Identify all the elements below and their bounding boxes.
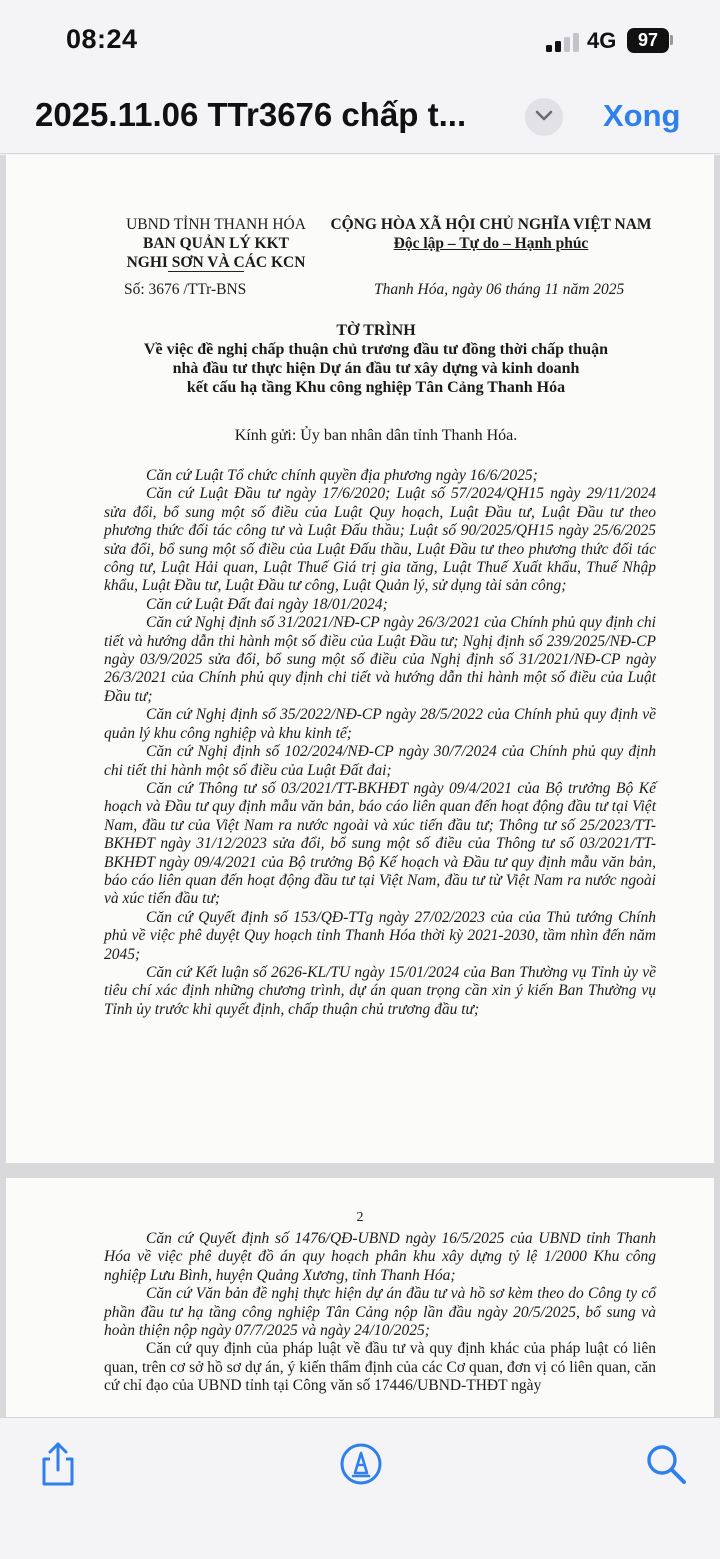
subject-line-1: Về việc đề nghị chấp thuận chủ trương đầu tư đồng thời chấp thuận [143,341,609,358]
subject-line-2: nhà đầu tư thực hiện Dự án đầu tư xây dựng và kinh doanh [172,360,580,377]
org-line-1: UBND TỈNH THANH HÓA [126,216,306,233]
cellular-signal-icon [546,30,580,52]
paragraph: Căn cứ Luật Tổ chức chính quyền địa phương ngày 16/6/2025; [146,467,538,484]
subject-line-3: kết cấu hạ tầng Khu công nghiệp Tân Cảng Thanh Hóa [186,379,566,396]
document-page-1 [6,155,714,1163]
markup-icon [337,1440,385,1488]
paragraph: Căn cứ Kết luận số 2626-KL/TU ngày 15/01/2024 của Ban Thường vụ Tỉnh ủy về tiêu chí xác định những chương trình, dự án quan trọng cần xin ý kiến Ban Thường vụ Tỉnh ủy trước khi quyết định, chấp thuận chủ trương đầu tư; [104,963,656,1018]
status-time: 08:24 [66,24,138,54]
org-underline [168,271,244,272]
search-icon [642,1440,690,1488]
legal-bases [104,467,656,1019]
paragraph: Căn cứ Nghị định số 102/2024/NĐ-CP ngày 30/7/2024 của Chính phủ quy định chi tiết thi hành một số điều của Luật Đất đai; [104,743,656,779]
battery-tip [670,35,673,45]
nation-line-2: Độc lập – Tự do – Hạnh phúc [393,235,589,252]
bottom-toolbar [0,1417,720,1559]
share-icon [34,1440,82,1488]
paragraph: Căn cứ Nghị định số 35/2022/NĐ-CP ngày 28/5/2022 của Chính phủ quy định về quản lý khu công nghiệp và khu kinh tế; [104,706,656,742]
document-page-2 [6,1178,714,1417]
page-2-body [104,1230,656,1396]
place-date: Thanh Hóa, ngày 06 tháng 11 năm 2025 [374,281,625,298]
recipient-line: Kính gửi: Ủy ban nhân dân tỉnh Thanh Hóa. [234,427,518,444]
network-type: 4G [587,28,617,53]
paragraph: Căn cứ Quyết định số 153/QĐ-TTg ngày 27/02/2023 của của Thủ tướng Chính phủ về việc phê duyệt Quy hoạch tỉnh Thanh Hóa thời kỳ 2021-2030, tầm nhìn đến năm 2045; [104,908,656,963]
paragraph: Căn cứ Thông tư số 03/2021/TT-BKHĐT ngày 09/4/2021 của Bộ trưởng Bộ Kế hoạch và Đầu tư quy định mẫu văn bản, báo cáo liên quan đến hoạt động đầu tư tại Việt Nam, đầu tư của Việt Nam ra nước ngoài và xúc tiến đầu tư; Thông tư số 25/2023/TT-BKHĐT ngày 31/12/2023 sửa đổi, bổ sung một số điều của Thông tư số 03/2021/TT-BKHĐT ngày 09/4/2021 của Bộ trưởng Bộ Kế hoạch và Đầu tư quy định mẫu văn bản, báo cáo liên quan đến hoạt động đầu tư tại Việt Nam, đầu tư từ Việt Nam ra nước ngoài và xúc tiến đầu tư; [104,779,656,908]
document-number: Số: 3676 /TTr-BNS [124,281,247,298]
nav-bar [0,82,720,154]
title-menu-button[interactable] [525,98,563,136]
paragraph: Căn cứ Nghị định số 31/2021/NĐ-CP ngày 26/3/2021 của Chính phủ quy định chi tiết và hướng dẫn thi hành một số điều của Luật Đầu tư; Nghị định số 239/2025/NĐ-CP ngày 03/9/2025 sửa đổi, bổ sung một số điều của Nghị định số 31/2021/NĐ-CP ngày 26/3/2021 của Chính phủ quy định chi tiết và hướng dẫn thi hành một số điều của Luật Đầu tư; [104,614,656,705]
national-header [326,215,656,253]
nation-line-1: CỘNG HÒA XÃ HỘI CHỦ NGHĨA VIỆT NAM [330,216,652,233]
chevron-down-icon [535,110,553,122]
search-button[interactable] [642,1440,690,1488]
document-title[interactable]: 2025.11.06 TTr3676 chấp t... [35,96,467,133]
paragraph: Căn cứ Văn bản đề nghị thực hiện dự án đầu tư và hồ sơ kèm theo do Công ty cổ phần đầu tư hạ tầng công nghiệp Tân Cảng nộp lần đầu ngày 20/5/2025, bổ sung và hoàn thiện nộp ngày 07/7/2025 và ngày 24/10/2025; [104,1285,656,1340]
paragraph: Căn cứ Quyết định số 1476/QĐ-UBND ngày 16/5/2025 của UBND tỉnh Thanh Hóa về việc phê duyệt đồ án quy hoạch phân khu xây dựng tỷ lệ 1/2000 Khu công nghiệp Lưu Bình, huyện Quảng Xương, tỉnh Thanh Hóa; [104,1230,656,1284]
markup-button[interactable] [337,1440,385,1488]
org-line-2: BAN QUẢN LÝ KKT [143,235,289,252]
org-line-3: NGHI SƠN VÀ CÁC KCN [126,254,306,271]
page-number: 2 [356,1210,364,1225]
paragraph: Căn cứ quy định của pháp luật về đầu tư và quy định khác của pháp luật có liên quan, trên cơ sở hồ sơ dự án, ý kiến thẩm định của các Cơ quan, đơn vị có liên quan, căn cứ chỉ đạo của UBND tỉnh tại Công văn số 17446/UBND-THĐT ngày [104,1340,656,1395]
done-button[interactable]: Xong [603,98,681,133]
document-viewer[interactable] [0,155,720,1417]
paragraph: Căn cứ Luật Đất đai ngày 18/01/2024; [146,595,388,613]
issuing-org [101,215,331,272]
share-button[interactable] [34,1440,82,1488]
status-bar [0,0,720,82]
doc-type-title: TỜ TRÌNH [336,322,416,339]
battery-icon: 97 [627,28,669,53]
paragraph: Căn cứ Luật Đầu tư ngày 17/6/2020; Luật số 57/2024/QH15 ngày 29/11/2024 sửa đổi, bổ sung một số điều của Luật Quy hoạch, Luật Đầu tư, Luật Đầu tư theo phương thức đối tác công tư và Luật Đấu thầu; Luật số 90/2025/QH15 ngày 25/6/2025 sửa đổi, bổ sung một số điều của Luật Đấu thầu, Luật Đầu tư theo phương thức đối tác công tư, Luật Hải quan, Luật Thuế Giá trị gia tăng, Luật Thuế Xuất khẩu, Thuế Nhập khẩu, Luật Đầu tư, Luật Đầu tư công, Luật Quản lý, sử dụng tài sản công; [104,485,656,595]
document-heading [66,321,686,397]
